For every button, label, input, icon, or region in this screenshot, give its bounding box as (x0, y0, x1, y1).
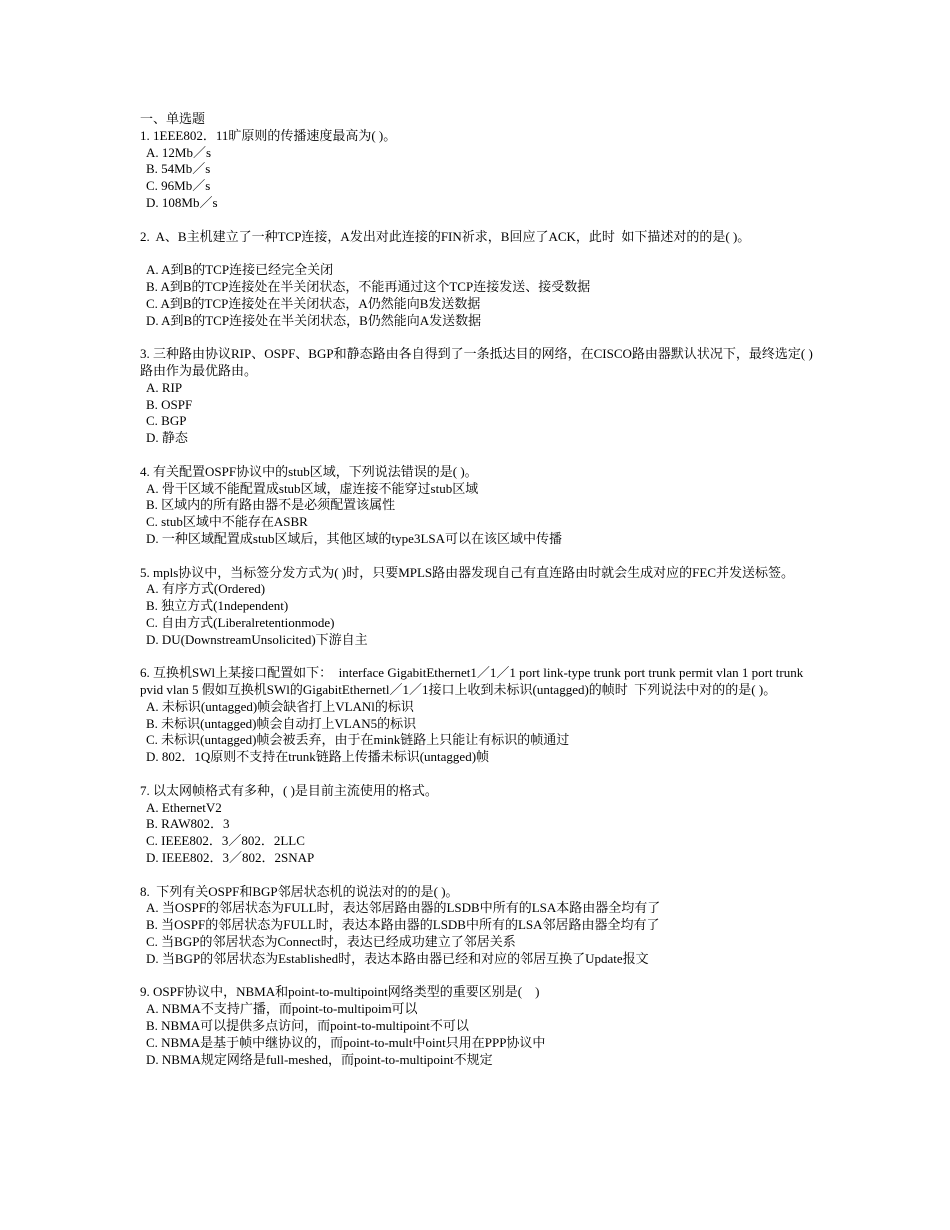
option-d: D. 108Mb／s (146, 194, 218, 210)
question-6 (140, 665, 820, 766)
option-d: D. 一种区域配置成stub区域后，其他区域的type3LSA可以在该区域中传播 (146, 530, 563, 546)
option-c: C. 自由方式(Liberalretentionmode) (146, 614, 335, 630)
question-stem: 2. A、B主机建立了一种TCP连接，A发出对此连接的FIN祈求，B回应了ACK，此时 如下描述对的的是( )。 (140, 228, 751, 244)
question-stem: 4. 有关配置OSPF协议中的stub区域，下列说法错误的是( )。 (140, 463, 478, 479)
option-b: B. 区域内的所有路由器不是必须配置该属性 (146, 497, 396, 513)
question-1 (140, 128, 820, 212)
option-b: B. NBMA可以提供多点访问，而point-to-multipoint不可以 (146, 1018, 469, 1034)
option-a: A. NBMA不支持广播，而point-to-multipoim可以 (146, 1001, 418, 1017)
option-list (140, 699, 820, 766)
option-b: B. 独立方式(1ndependent) (146, 598, 289, 614)
option-list (140, 581, 820, 648)
question-5 (140, 565, 820, 649)
question-stem: 9. OSPF协议中，NBMA和point-to-multipoint网络类型的重要区别是( ) (140, 984, 540, 1000)
option-d: D. A到B的TCP连接处在半关闭状态，B仍然能向A发送数据 (146, 312, 482, 328)
question-8 (140, 884, 820, 968)
option-list (140, 1001, 820, 1068)
option-b: B. 未标识(untagged)帧会自动打上VLAN5的标识 (146, 715, 417, 731)
question-4 (140, 464, 820, 548)
option-a: A. 12Mb／s (146, 144, 212, 160)
question-stem: 3. 三种路由协议RIP、OSPF、BGP和静态路由各自得到了一条抵达目的网络，在CISCO路由器默认状况下，最终选定( )路由作为最优路由。 (140, 346, 813, 378)
option-list (140, 380, 820, 447)
option-a: A. EthernetV2 (146, 799, 222, 815)
option-a: A. RIP (146, 379, 183, 395)
option-d: D. 当BGP的邻居状态为Established时，表达本路由器已经和对应的邻居互换了Update报文 (146, 950, 649, 966)
option-c: C. 当BGP的邻居状态为Connect时，表达已经成功建立了邻居关系 (146, 934, 516, 950)
option-c: C. 96Mb／s (146, 178, 211, 194)
option-a: A. 未标识(untagged)帧会缺省打上VLANl的标识 (146, 698, 414, 714)
question-stem: 7. 以太网帧格式有多种，( )是目前主流使用的格式。 (140, 782, 438, 798)
option-b: B. RAW802．3 (146, 816, 230, 832)
option-d: D. 静态 (146, 430, 188, 446)
question-stem: 1. 1EEE802．11旷原则的传播速度最高为( )。 (140, 127, 397, 143)
question-stem: 5. mpls协议中，当标签分发方式为( )时，只要MPLS路由器发现自己有直连路由时就会生成对应的FEC并发送标签。 (140, 564, 794, 580)
document-page (140, 111, 820, 1085)
option-c: C. A到B的TCP连接处在半关闭状态，A仍然能向B发送数据 (146, 295, 481, 311)
option-c: C. stub区域中不能存在ASBR (146, 514, 308, 530)
option-a: A. A到B的TCP连接已经完全关闭 (146, 262, 334, 278)
option-d: D. NBMA规定网络是full-meshed，而point-to-multipoint不规定 (146, 1051, 493, 1067)
question-list (140, 128, 820, 1069)
option-d: D. DU(DownstreamUnsolicited)下游自主 (146, 631, 368, 647)
option-list (140, 145, 820, 212)
question-9 (140, 984, 820, 1068)
option-a: A. 当OSPF的邻居状态为FULL时，表达邻居路由器的LSDB中所有的LSA本路由器全均有了 (146, 900, 661, 916)
option-b: B. 54Mb／s (146, 161, 211, 177)
section-title: 一、单选题 (140, 111, 206, 126)
option-c: C. 未标识(untagged)帧会被丢弃，由于在mink链路上只能让有标识的帧通过 (146, 732, 570, 748)
question-stem: 6. 互换机SWl上某接口配置如下： interface GigabitEthernet1／1／1 port link-type trunk port trunk permit vlan 1 port trunk pvid vlan 5 假如互换机SWl的GigabitEthernetl／1／1接口上收到未标识(untagged)的帧时 下列说法中对的的是( )。 (140, 665, 807, 698)
option-list (140, 481, 820, 548)
option-list (140, 900, 820, 967)
option-c: C. NBMA是基于帧中继协议的，而point-to-mult中oint只用在PPP协议中 (146, 1034, 546, 1050)
blank-line (140, 245, 820, 262)
question-7 (140, 783, 820, 867)
question-3 (140, 346, 820, 447)
option-list (140, 800, 820, 867)
option-list (140, 262, 820, 329)
option-b: B. OSPF (146, 396, 193, 412)
option-d: D. 802．1Q原则不支持在trunk链路上传播未标识(untagged)帧 (146, 749, 490, 765)
option-b: B. A到B的TCP连接处在半关闭状态，不能再通过这个TCP连接发送、接受数据 (146, 278, 591, 294)
option-a: A. 骨干区域不能配置成stub区域，虚连接不能穿过stub区域 (146, 480, 479, 496)
option-c: C. IEEE802．3／802．2LLC (146, 833, 305, 849)
option-b: B. 当OSPF的邻居状态为FULL时，表达本路由器的LSDB中所有的LSA邻居路由器全均有了 (146, 917, 660, 933)
option-c: C. BGP (146, 413, 187, 429)
option-a: A. 有序方式(Ordered) (146, 581, 266, 597)
question-2 (140, 229, 820, 330)
question-stem: 8. 下列有关OSPF和BGP邻居状态机的说法对的的是( )。 (140, 883, 459, 899)
option-d: D. IEEE802．3／802．2SNAP (146, 850, 315, 866)
